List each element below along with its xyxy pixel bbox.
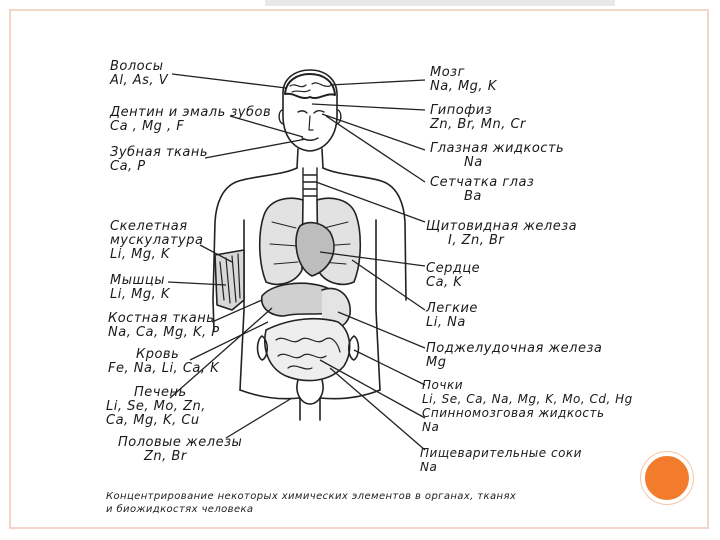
label-thyroid <box>426 220 577 248</box>
leader-csf <box>320 360 425 418</box>
orange-circle-decoration <box>641 452 693 504</box>
label-skeletal-muscle <box>110 220 203 262</box>
label-bone-tissue <box>108 312 220 340</box>
label-eye-fluid-name: Глазная жидкость <box>430 141 565 156</box>
label-blood-name: Кровь <box>136 347 180 362</box>
label-hair-name: Волосы <box>110 59 164 74</box>
leader-dental <box>205 139 306 158</box>
label-digestive-elements: Na <box>420 460 438 474</box>
label-gonads <box>118 436 242 464</box>
label-dentin-elements: Ca , Mg , F <box>110 119 185 134</box>
label-csf-elements: Na <box>422 420 440 434</box>
leader-digestive <box>330 368 425 450</box>
label-gonads-name: Половые железы <box>118 435 243 450</box>
label-heart-elements: Ca, K <box>426 275 463 290</box>
label-dentin-name: Дентин и эмаль зубов <box>110 105 272 120</box>
label-dentin <box>110 106 271 134</box>
leader-pancreas <box>338 312 425 348</box>
label-digestive <box>420 446 582 474</box>
label-eye-fluid-elements: Na <box>464 155 483 170</box>
label-lungs <box>426 302 478 330</box>
caption-line-2: и биожидкостях человека <box>106 504 254 515</box>
figure-caption <box>106 490 586 516</box>
caption-line-1: Концентрирование некоторых химических элементов в органах, тканях <box>106 491 517 502</box>
label-csf-name: Спинномозговая жидкость <box>422 406 605 420</box>
leader-hair <box>172 74 286 88</box>
label-pancreas <box>426 342 602 370</box>
label-blood-elements: Fe, Na, Li, Ca, K <box>108 361 220 376</box>
label-hair-elements: Al, As, V <box>110 73 169 88</box>
label-dental-tissue <box>110 146 208 174</box>
label-hair <box>110 60 168 88</box>
label-heart <box>426 262 480 290</box>
label-brain-elements: Na, Mg, K <box>430 79 497 94</box>
label-bone-tissue-elements: Na, Ca, Mg, K, P <box>108 325 220 340</box>
trachea <box>303 168 317 200</box>
leader-lungs <box>352 260 425 310</box>
label-skeletal-muscle-elements: Li, Mg, K <box>110 247 170 262</box>
label-dental-tissue-name: Зубная ткань <box>110 145 209 160</box>
label-liver-elements1: Li, Se, Mo, Zn, <box>106 399 206 414</box>
leader-retina <box>326 116 425 182</box>
label-thyroid-elements: I, Zn, Br <box>448 233 505 248</box>
leader-eye <box>322 114 425 150</box>
label-skeletal-muscle-name1: Скелетная <box>110 219 188 234</box>
label-pancreas-elements: Mg <box>426 355 447 370</box>
leader-brain <box>330 80 425 85</box>
label-thyroid-name: Щитовидная железа <box>426 219 578 234</box>
label-heart-name: Сердце <box>426 261 481 276</box>
label-bone-tissue-name: Костная ткань <box>108 311 215 326</box>
label-muscles-name: Мышцы <box>110 273 165 288</box>
label-brain-name: Мозг <box>430 65 465 80</box>
label-blood <box>108 348 219 376</box>
label-digestive-name: Пищеварительные соки <box>420 446 582 460</box>
label-retina <box>430 176 534 204</box>
label-liver-elements2: Ca, Mg, K, Cu <box>106 413 200 428</box>
label-muscles-elements: Li, Mg, K <box>110 287 170 302</box>
label-skeletal-muscle-name2: мускулатура <box>110 233 204 248</box>
label-kidneys-name: Почки <box>422 378 464 392</box>
leader-kidneys <box>354 350 425 385</box>
label-pituitary <box>430 104 526 132</box>
label-kidneys <box>422 378 633 406</box>
label-kidneys-elements: Li, Se, Ca, Na, Mg, K, Mo, Cd, Hg <box>422 392 633 406</box>
label-csf <box>422 406 605 434</box>
label-lungs-name: Легкие <box>426 301 478 316</box>
label-pituitary-elements: Zn, Br, Mn, Cr <box>430 117 526 132</box>
label-pituitary-name: Гипофиз <box>430 103 493 118</box>
label-retina-name: Сетчатка глаз <box>430 175 535 190</box>
label-retina-elements: Ba <box>464 189 482 204</box>
label-lungs-elements: Li, Na <box>426 315 466 330</box>
label-dental-tissue-elements: Ca, P <box>110 159 146 174</box>
intestines <box>265 319 350 381</box>
label-liver-name: Печень <box>134 385 187 400</box>
leader-pituitary <box>312 104 425 110</box>
label-pancreas-name: Поджелудочная железа <box>426 341 603 356</box>
label-brain <box>430 66 497 94</box>
label-gonads-elements: Zn, Br <box>144 449 187 464</box>
leader-gonads <box>226 398 292 438</box>
label-eye-fluid <box>430 142 564 170</box>
label-liver <box>106 386 206 428</box>
label-muscles <box>110 274 170 302</box>
